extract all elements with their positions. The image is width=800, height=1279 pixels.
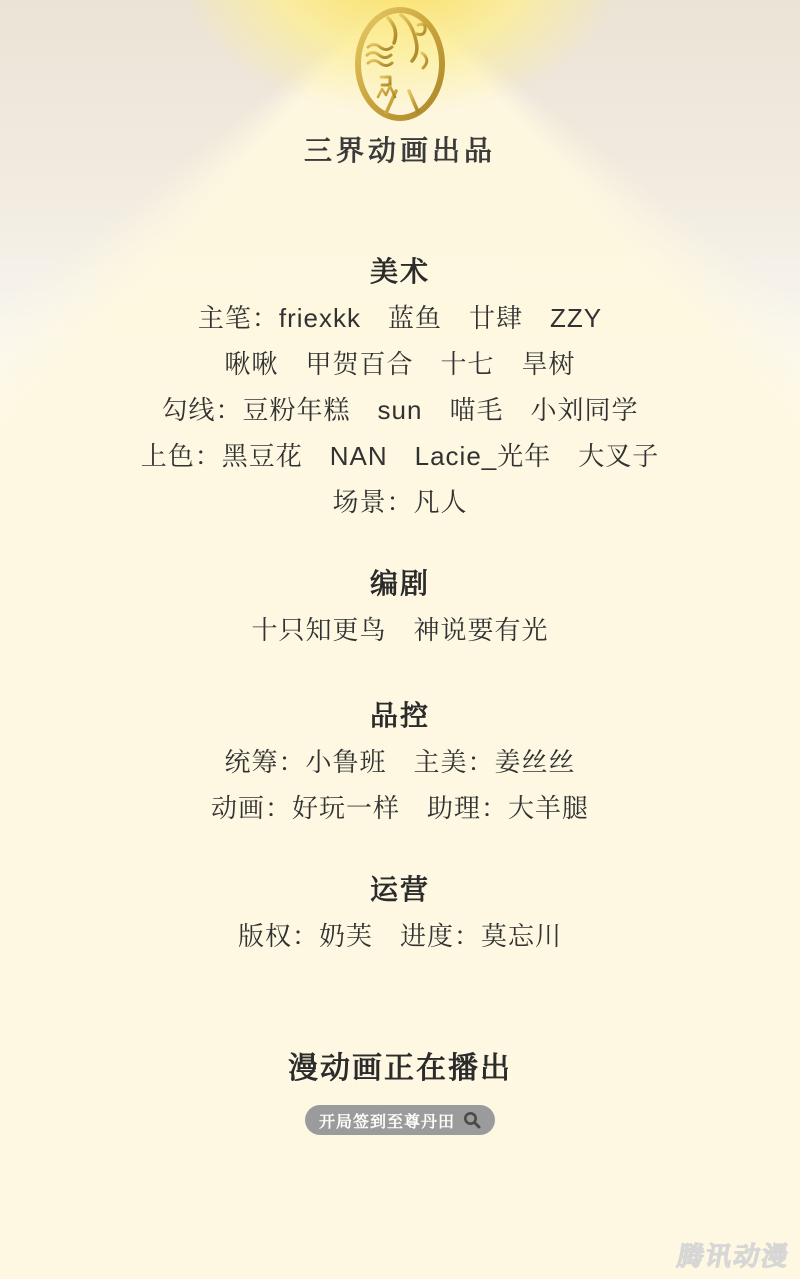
- credit-line: 版权：奶芙 进度：莫忘川: [237, 921, 562, 951]
- sanjie-seal-icon: [352, 5, 448, 123]
- credit-line: 十只知更鸟 神说要有光: [251, 615, 549, 645]
- credit-line: 动画：好玩一样 助理：大羊腿: [210, 793, 589, 823]
- credit-line: 上色：黑豆花 NAN Lacie_光年 大叉子: [140, 441, 660, 471]
- section-art: [0, 249, 800, 525]
- magnifier-icon: [463, 1111, 481, 1129]
- section-operations: [0, 867, 800, 959]
- section-writers: [0, 561, 800, 653]
- search-title-button[interactable]: [305, 1105, 495, 1135]
- airing-title: 漫动画正在播出: [288, 1052, 512, 1085]
- section-quality-control: [0, 693, 800, 831]
- credit-line: 勾线：豆粉年糕 sun 喵毛 小刘同学: [161, 395, 639, 425]
- studio-title: 三界动画出品: [303, 135, 496, 166]
- credits-list: [0, 249, 800, 959]
- credit-line: 啾啾 甲贺百合 十七 旱树: [224, 349, 576, 379]
- studio-logo: [352, 5, 448, 123]
- search-title-label: 开局签到至尊丹田: [318, 1113, 455, 1131]
- section-heading: 运营: [369, 874, 430, 905]
- platform-watermark: 腾讯动漫: [675, 1241, 793, 1271]
- section-heading: 品控: [369, 700, 430, 731]
- credit-line: 主笔：friexkk 蓝鱼 廿肆 ZZY: [197, 303, 603, 333]
- section-heading: 编剧: [369, 568, 430, 599]
- section-heading: 美术: [369, 256, 430, 287]
- credit-line: 统筹：小鲁班 主美：姜丝丝: [224, 747, 576, 777]
- credit-line: 场景：凡人: [332, 487, 468, 517]
